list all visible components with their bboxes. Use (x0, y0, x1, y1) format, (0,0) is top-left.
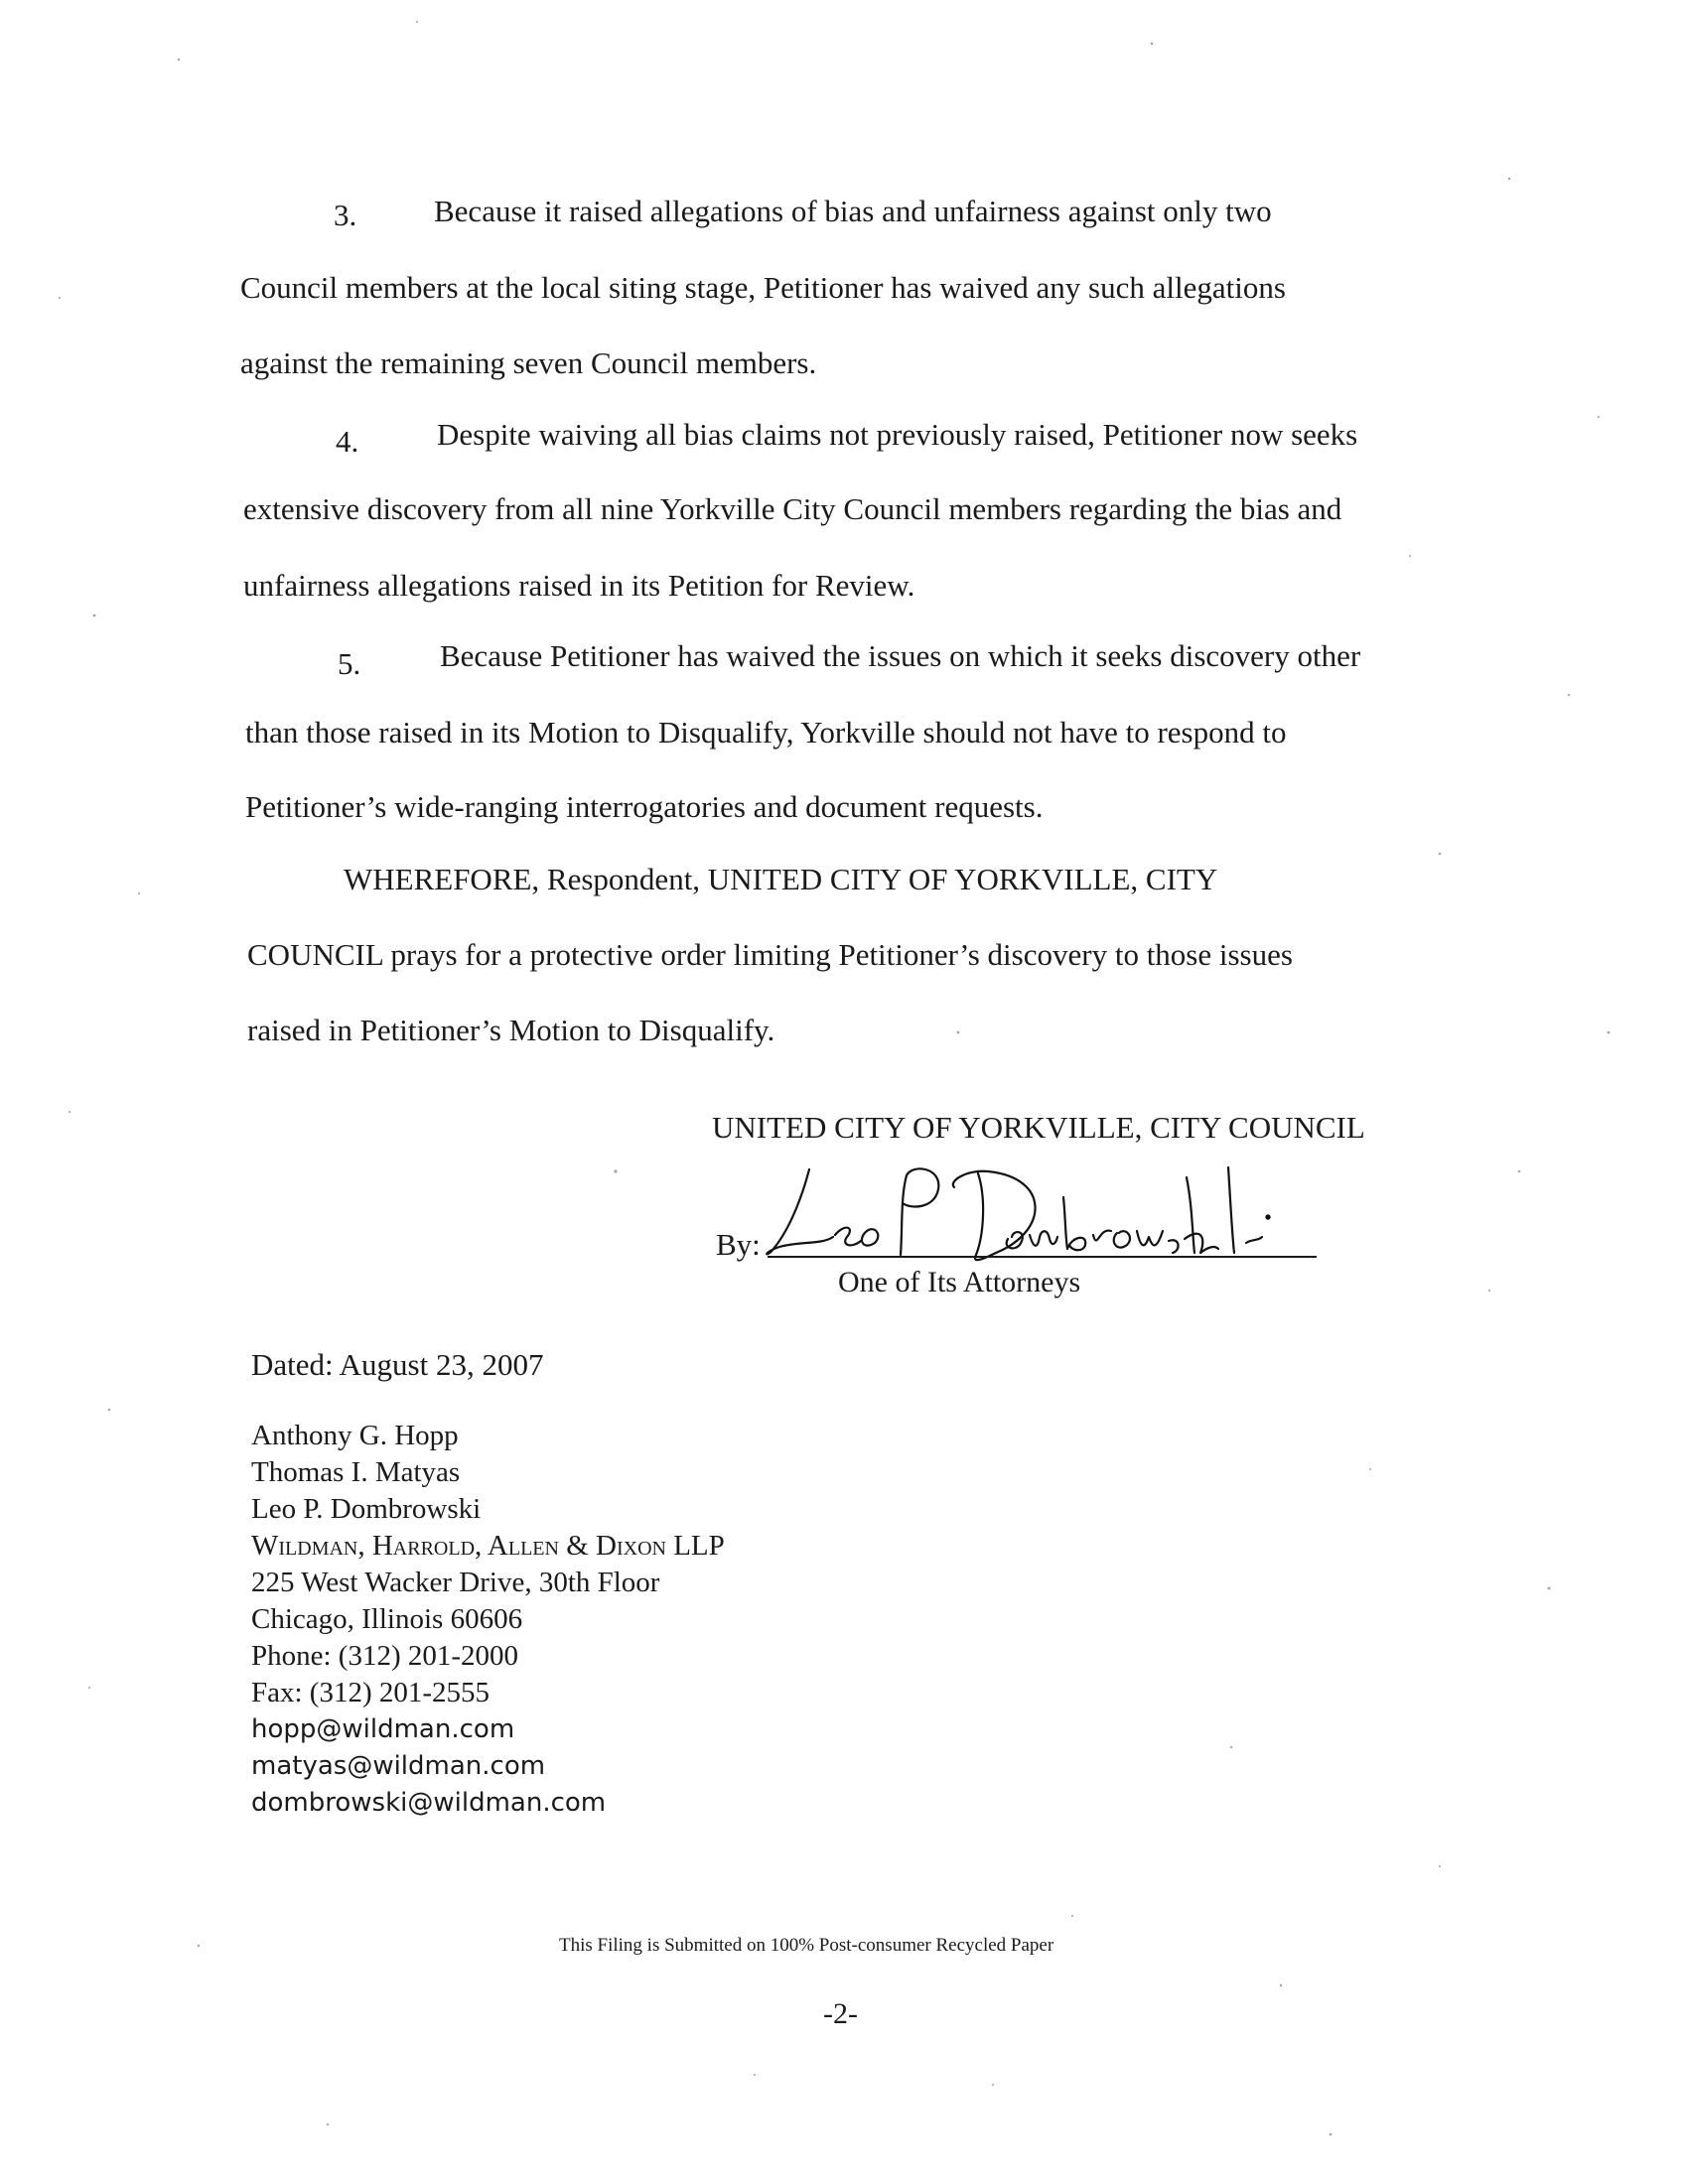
handwritten-signature (752, 1158, 1308, 1267)
signature-by-label: By: (716, 1227, 761, 1262)
email-address: dombrowski@wildman.com (251, 1788, 607, 1818)
paragraph-5-line-2: than those raised in its Motion to Disqualify, Yorkville should not have to respond to (245, 715, 1287, 750)
signature-party: UNITED CITY OF YORKVILLE, CITY COUNCIL (712, 1110, 1365, 1145)
counsel-name: Anthony G. Hopp (251, 1420, 459, 1451)
signature-role: One of Its Attorneys (838, 1266, 1081, 1298)
signature-line (768, 1256, 1317, 1258)
paragraph-3-line-3: against the remaining seven Council members. (240, 345, 817, 380)
paragraph-4-line-3: unfairness allegations raised in its Petition for Review. (243, 568, 915, 603)
paragraph-4-number: 4. (336, 424, 359, 459)
paragraph-4-line-1: Despite waiving all bias claims not previously raised, Petitioner now seeks (437, 417, 1358, 452)
signature-block (712, 1110, 1427, 1318)
paragraph-3-line-2: Council members at the local siting stage, Petitioner has waived any such allegations (240, 270, 1286, 305)
wherefore-line-3: raised in Petitioner’s Motion to Disqualify. (247, 1013, 775, 1047)
counsel-name: Leo P. Dombrowski (251, 1493, 482, 1525)
paragraph-5-number: 5. (338, 646, 361, 681)
recycled-paper-note: This Filing is Submitted on 100% Post-consumer Recycled Paper (559, 1935, 1054, 1956)
paragraph-4-line-2: extensive discovery from all nine Yorkville City Council members regarding the bias and (243, 491, 1342, 526)
email-address: matyas@wildman.com (251, 1751, 546, 1781)
paragraph-3-number: 3. (334, 198, 357, 232)
date-line: Dated: August 23, 2007 (251, 1347, 544, 1382)
counsel-name: Thomas I. Matyas (251, 1456, 461, 1488)
phone-number: Phone: (312) 201-2000 (251, 1640, 519, 1672)
law-firm-name: Wildman, Harrold, Allen & Dixon LLP (251, 1530, 725, 1562)
wherefore-line-1: WHEREFORE, Respondent, UNITED CITY OF YORKVILLE, CITY (344, 862, 1218, 896)
page-number: -2- (823, 1997, 858, 2030)
fax-number: Fax: (312) 201-2555 (251, 1677, 491, 1708)
wherefore-line-2: COUNCIL prays for a protective order limiting Petitioner’s discovery to those issues (247, 937, 1293, 972)
street-address: 225 West Wacker Drive, 30th Floor (251, 1567, 660, 1598)
paragraph-5-line-1: Because Petitioner has waived the issues on which it seeks discovery other (440, 638, 1361, 673)
paragraph-5-line-3: Petitioner’s wide-ranging interrogatories and document requests. (245, 789, 1044, 824)
city-state-zip: Chicago, Illinois 60606 (251, 1603, 523, 1635)
email-address: hopp@wildman.com (251, 1714, 515, 1744)
paragraph-3-line-1: Because it raised allegations of bias and unfairness against only two (434, 194, 1272, 228)
counsel-address-block (251, 1418, 725, 1822)
